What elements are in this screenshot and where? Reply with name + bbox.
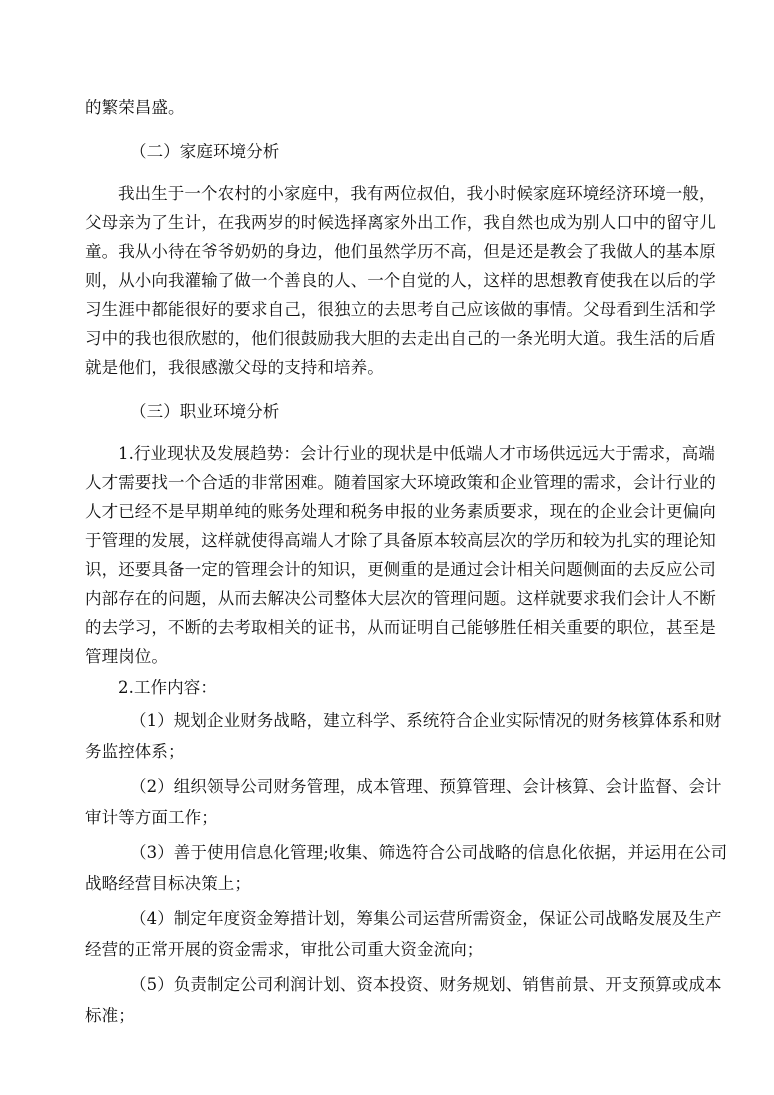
text-line: 经营的正常开展的资金需求，审批公司重大资金流向；: [85, 940, 484, 959]
text-line: 于管理的发展，这样就使得高端人才除了具备原本较高层次的学历和较为扎实的理论知: [85, 531, 716, 550]
text-line: 1.行业现状及发展趋势：会计行业的现状是中低端人才市场供远远大于需求，高端: [118, 444, 715, 463]
text-line: 管理岗位。: [85, 647, 168, 666]
text-line: 战略经营目标决策上；: [85, 874, 251, 893]
list-item: （1）规划企业财务战略，建立科学、系统符合企业实际情况的财务核算体系和财: [130, 711, 722, 730]
text-line: 标准；: [85, 1006, 135, 1025]
text-line: 人才已经不是早期单纯的账务处理和税务申报的业务素质要求，现在的企业会计更偏向: [85, 502, 716, 521]
text-line: 人才需要找一个合适的非常困难。随着国家大环境政策和企业管理的需求，会计行业的: [85, 473, 716, 492]
text-line: 我出生于一个农村的小家庭中，我有两位叔伯，我小时候家庭环境经济环境一般，: [118, 184, 716, 203]
text-line: 的去学习，不断的去考取相关的证书，从而证明自己能够胜任相关重要的职位，甚至是: [85, 618, 716, 637]
text-line: 父母亲为了生计，在我两岁的时候选择离家外出工作，我自然也成为别人口中的留守儿: [85, 213, 716, 232]
text-line: 习生涯中都能很好的要求自己，很独立的去思考自己应该做的事情。父母看到生活和学: [85, 300, 716, 319]
list-item: （4）制定年度资金筹措计划，筹集公司运营所需资金，保证公司战略发展及生产: [130, 909, 722, 928]
text-line: 习中的我也很欣慰的，他们很鼓励我大胆的去走出自己的一条光明大道。我生活的后盾: [85, 329, 716, 348]
list-item: （5）负责制定公司利润计划、资本投资、财务规划、销售前景、开支预算或成本: [130, 975, 722, 994]
list-item: （2）组织领导公司财务管理，成本管理、预算管理、会计核算、会计监督、会计: [130, 777, 722, 796]
text-line: 则，从小向我灌输了做一个善良的人、一个自觉的人，这样的思想教育使我在以后的学: [85, 271, 716, 290]
list-item: （3）善于使用信息化管理;收集、筛选符合公司战略的信息化依据，并运用在公司: [130, 843, 728, 862]
text-line: 务监控体系；: [85, 742, 185, 761]
section-heading-family: （二）家庭环境分析: [130, 142, 280, 161]
text-line: 审计等方面工作；: [85, 808, 218, 827]
text-line: 的繁荣昌盛。: [85, 98, 185, 117]
subsection-heading-work: 2.工作内容：: [118, 678, 217, 697]
section-heading-career: （三）职业环境分析: [130, 402, 280, 421]
text-line: 内部存在的问题，从而去解决公司整体大层次的管理问题。这样就要求我们会计人不断: [85, 589, 716, 608]
text-line: 就是他们，我很感激父母的支持和培养。: [85, 358, 384, 377]
text-line: 童。我从小待在爷爷奶奶的身边，他们虽然学历不高，但是还是教会了我做人的基本原: [85, 242, 716, 261]
text-line: 识，还要具备一定的管理会计的知识，更侧重的是通过会计相关问题侧面的去反应公司: [85, 560, 716, 579]
